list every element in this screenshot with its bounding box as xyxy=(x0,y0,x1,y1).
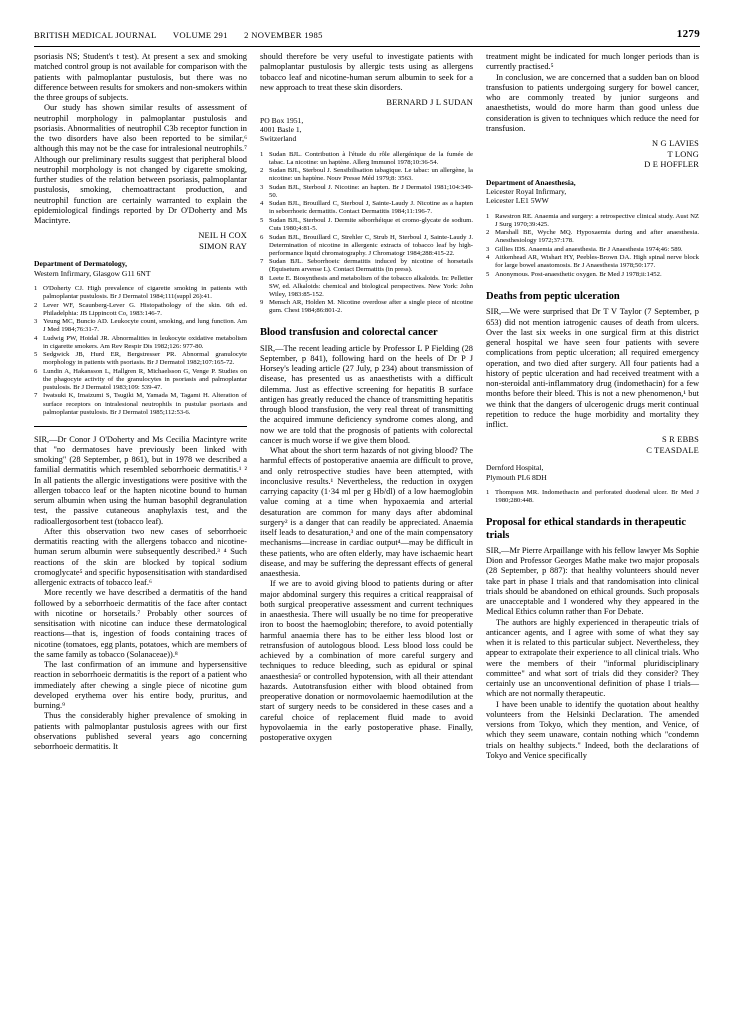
letter-divider xyxy=(34,426,247,427)
paragraph: SIR,—Mr Pierre Arpaillange with his fellow lawyer Ms Sophie Dion and Professor Georges Mathe make two major proposals (28 September, p 887): that healthy volunteers should never take part in phase I trials and that randomisation into clinical trials should be abandoned on ethical grounds. Such proposals are unacceptable and I wondered why they appeared in the Medical Ethics column rather than For Debate. xyxy=(486,545,699,617)
column-2 xyxy=(260,52,473,1007)
journal-title: BRITISH MEDICAL JOURNAL xyxy=(34,30,157,40)
header-rule xyxy=(34,46,700,47)
reference-text: Sudan BJL, Sterboul J. Dermite séborrhéique et cromo-glycate de sodium. Cuts 1980;4:81-5. xyxy=(269,216,473,232)
reference-text: Aitkenhead AR, Wishart HY, Peebles-Brown DA. High spinal nerve block for large bowel anastomosis. Br J Anaesthesia 1978;50:177. xyxy=(495,254,699,270)
reference-item xyxy=(486,489,699,505)
paragraph: What about the short term hazards of not giving blood? The harmful effects of postoperative anaemia are difficult to prove, and only retrospective studies have been attempted, with inconclusive results.¹ Nevertheless, the reduction in oxygen carrying capacity (1·34 ml per g Hb/dl) of a low haemoglobin value coming at a time when hypoxaemia and arterial desaturation are common for many days after abdominal surgery² is a danger that can readily be appreciated. Anaemia itself leads to desaturation,³ and one of the main compensatory mechanisms—increase in cardiac output⁴—may be difficult in these patients, who are often elderly, may have ischaemic heart disease, and may be suffering the depressant effects of general anaesthesia. xyxy=(260,446,473,579)
author-name: NEIL H COX xyxy=(198,231,247,241)
reference-text: Sudan BJL. Contribution à l'étude du rôle allergénique de la fumée de tabac. La nicotine: un haptène. Allerg Immunol 1978;10:36-54. xyxy=(269,150,473,166)
reference-list xyxy=(486,489,699,505)
reference-text: Marshall BE, Wyche MQ. Hypoxaemia during and after anaesthesia. Anesthesiology 1972;37:178. xyxy=(495,229,699,245)
reference-item xyxy=(260,184,473,200)
reference-item xyxy=(486,271,699,279)
reference-item xyxy=(260,167,473,183)
author-name: T LONG xyxy=(667,149,699,159)
reference-text: Yeung MC, Buncio AD. Leukocyte count, smoking, and lung function. Am J Med 1984;76:31-7. xyxy=(43,318,247,334)
author-address xyxy=(486,178,699,206)
reference-text: Leete E. Biosynthesis and metabolism of the tobacco alkaloids. In: Pelletier SW, ed. Alkaloids: chemical and biological perspectives. New York: John Wiley, 1983:85-152. xyxy=(269,274,473,298)
reference-text: Sudan BJL, Sterboul J. Nicotine: an hapten. Br J Dermatol 1981;104:349-50. xyxy=(269,183,473,199)
reference-number: 7 xyxy=(260,258,264,266)
reference-text: Rawstron RE. Anaemia and surgery: a retrospective clinical study. Aust NZ J Surg 1970;39:425. xyxy=(495,212,699,228)
author-name: C TEASDALE xyxy=(646,445,699,455)
reference-number: 5 xyxy=(260,216,264,224)
paragraph: psoriasis NS; Student's t test). At present a sex and smoking matched control group is not available for comparison with the patients with palmoplantar pustulosis, but there was no difference between results for smokers and non-smokers within the three groups of subjects. xyxy=(34,52,247,102)
address-line: Switzerland xyxy=(260,134,297,144)
author-address xyxy=(486,463,699,482)
reference-text: Sudan BJL. Seborrhoeic dermatitis induced by nicotine of horsetails (Equisetum arvense L). Contact Dermatitis (in press). xyxy=(269,258,473,274)
author-name: S R EBBS xyxy=(662,435,699,445)
reference-item xyxy=(34,368,247,392)
reference-item xyxy=(486,246,699,254)
reference-number: 1 xyxy=(260,150,264,158)
reference-number: 3 xyxy=(486,245,490,253)
author-name: SIMON RAY xyxy=(199,241,247,251)
address-line: 4001 Basle 1, xyxy=(260,124,302,134)
reference-number: 1 xyxy=(486,489,490,497)
running-head-left xyxy=(34,30,337,40)
reference-number: 4 xyxy=(34,334,38,342)
reference-text: Gillies IDS. Anaemia and anaesthesia. Br J Anaesthesia 1974;46: 589. xyxy=(495,245,683,253)
reference-number: 2 xyxy=(34,301,38,309)
reference-list xyxy=(260,151,473,316)
paragraph: should therefore be very useful to investigate patients with palmoplantar pustulosis by allergic tests using as allergens tobacco leaf and nicotine-human serum albumin to seek for a new approach to treat these skin disorders. xyxy=(260,52,473,92)
reference-item xyxy=(34,392,247,416)
signature-block xyxy=(486,435,699,456)
paragraph: The authors are highly experienced in therapeutic trials of anticancer agents, and I agree with some of what they say when it is related to this particular subject. Nevertheless, they appear to extrapolate their experience to all clinical trials. Who were the members of their "informal pluridisciplinary committee" and what sort of trials did they consider? They certainly use an unconventional definition of phase I trials—which are not normally therapeutic. xyxy=(486,617,699,699)
reference-text: Thompson MR. Indomethacin and perforated duodenal ulcer. Br Med J 1980;280:448. xyxy=(495,489,699,505)
section-heading: Deaths from peptic ulceration xyxy=(486,290,620,302)
reference-item xyxy=(34,285,247,301)
reference-number: 6 xyxy=(34,367,38,375)
reference-text: Sedgwick JB, Hurd ER, Bergstresser PR. Abnormal granulocyte morphology in patients with psoriasis. Br J Dermatol 1982;107:165-72. xyxy=(43,351,247,367)
author-address xyxy=(34,259,247,278)
reference-text: Lever WF, Scaunberg-Lever G. Histopathology of the skin. 6th ed. Philadelphia: JB Lippincott Co, 1983:146-7. xyxy=(43,301,247,317)
reference-item xyxy=(260,234,473,258)
page-number: 1279 xyxy=(676,28,700,40)
paragraph: Thus the considerably higher prevalence of smoking in patients with palmoplantar pustulosis agrees with our first observations published several years ago concerning seborrhoeic dermatitis. It xyxy=(34,711,247,752)
reference-item xyxy=(34,351,247,367)
department-line: Department of Dermatology, xyxy=(34,259,127,269)
reference-item xyxy=(260,151,473,167)
reference-item xyxy=(34,302,247,318)
institution-line: Leicester LE1 5WW xyxy=(486,196,549,206)
reference-number: 7 xyxy=(34,392,38,400)
section-heading: Proposal for ethical standards in therapeutic trials xyxy=(486,517,686,541)
reference-text: Mensch AR, Holden M. Nicotine overdose after a single piece of nicotine gum. Chest 1984;86:801-2. xyxy=(269,299,473,315)
author-name: N G LAVIES xyxy=(652,139,699,148)
reference-text: Ludwig PW, Hoidal JR. Abnormalities in leukocyte oxidative metabolism in cigarette smokers. Am Rev Respir Dis 1982;126: 977-80. xyxy=(43,334,247,350)
author-name: D E HOFFLER xyxy=(644,160,699,169)
reference-item xyxy=(260,217,473,233)
author-address xyxy=(260,116,473,144)
reference-item xyxy=(260,258,473,274)
column-1 xyxy=(34,52,247,1007)
reference-number: 3 xyxy=(34,318,38,326)
reference-item xyxy=(260,275,473,299)
reference-text: Sudan BJL, Sterboul J. Sensibilisation tabagique. Le tabac: un allergène, la nicotine: un haptène. Nouv Presse Méd 1979;8: 3563. xyxy=(269,167,473,183)
author-name: BERNARD J L SUDAN xyxy=(386,98,473,107)
signature-block xyxy=(34,231,247,252)
department-line: Department of Anaesthesia, xyxy=(486,177,576,187)
paragraph: Our study has shown similar results of assessment of neutrophil morphology in palmoplantar pustulosis and psoriasis. Abnormalities of neutrophil C3b receptor function in the two disorders have also been reported to be similar,⁶ although this may not be the case for intralesional neutrophils.⁷ Although our preliminary results suggest that peripheral blood neutrophil morphology is not changed by cigarette smoking, further studies of the relation between psoriasis, palmoplantar pustulosis, smoking, chemoattractant production, and neutrophil function are certainly warranted to explain the epidemiological findings reported by Dr O'Doherty and Ms Macintyre. xyxy=(34,103,247,225)
reference-item xyxy=(34,318,247,334)
journal-date: 2 NOVEMBER 1985 xyxy=(244,30,323,40)
reference-number: 1 xyxy=(34,285,38,293)
paragraph: More recently we have described a dermatitis of the hand followed by a seborrhoeic dermatitis of the face after contact with nicotine or horsetails.⁷ Probably other sources of sensitisation with nicotine can induce these dermatological reactions—that is, ingestion of foods containing traces of nicotine (tomatoes, egg plants, potatoes, which are members of the same family as tobacco (Solanaceae)).⁸ xyxy=(34,588,247,659)
paragraph: The last confirmation of an immune and hypersensitive reaction in seborrhoeic dermatitis is the report of a patient who immediately after chewing a single piece of nicotine gum developed erythema over his entire body, pruritus, and burning.⁹ xyxy=(34,660,247,711)
reference-text: Anonymous. Post-anaesthetic oxygen. Br Med J 1978;ii:1452. xyxy=(495,270,662,278)
institution-line: Dernford Hospital, xyxy=(486,463,544,473)
running-head xyxy=(34,30,700,46)
reference-text: Lundin A, Hakansson L, Hallgren R, Michaelsson G, Venge P. Studies on the phagocyte activity of the granulocytes in psoriasis and palmoplantar pustulosis. Br J Dermatol 1983;109: 539-47. xyxy=(43,367,247,391)
institution-line: Western Infirmary, Glasgow G11 6NT xyxy=(34,268,151,278)
journal-volume: VOLUME 291 xyxy=(172,30,228,40)
reference-text: Sudan BJL, Brouillard C, Sterboul J, Sainte-Laudy J. Nicotine as a hapten in seborrhoeic dermatitis. Contact Dermatitis 1984;11:196-7. xyxy=(269,200,473,216)
reference-item xyxy=(260,299,473,315)
column-3 xyxy=(486,52,699,1007)
reference-item xyxy=(34,335,247,351)
reference-number: 9 xyxy=(260,299,264,307)
signature-block xyxy=(486,139,699,171)
paragraph: treatment might be indicated for much longer periods than is currently practised.⁵ xyxy=(486,52,699,72)
reference-number: 3 xyxy=(260,183,264,191)
reference-number: 2 xyxy=(486,229,490,237)
reference-text: Sudan BJL, Brouillard C, Strehler C, Strub H, Sterboul J, Sainte-Laudy J. Determination of nicotine in allergenic extracts of tobacco leaf by high-performance liquid chromatography. J Chromatogr 1984;288:415-22. xyxy=(269,233,473,257)
reference-item xyxy=(486,229,699,245)
article-columns xyxy=(34,52,700,1007)
institution-line: Plymouth PL6 8DH xyxy=(486,472,547,482)
reference-number: 5 xyxy=(34,351,38,359)
paragraph: If we are to avoid giving blood to patients during or after major abdominal surgery this requires a critical reappraisal of both surgical preoperative assessment and current techniques in anaesthesia. There will usually be no time for preoperative iron to boost the haemoglobin; therefore, to avoid potentially harmful anaemia there has to be either less blood lost or retransfusion of autologous blood. Less blood loss could be achieved by a combination of more careful surgery and techniques to reduce bleeding, such as epidural or spinal anaesthesia⁵ or controlled hypotension, with all their attendant hazards. Autotransfusion either with blood obtained from preoperative donation or normovolaemic haemodilution at the start of surgery needs to be considered in these cases and a careful choice of replacement fluid made to avoid hypovolaemia in the early postoperative phase. Finally, postoperative oxygen xyxy=(260,579,473,743)
reference-number: 6 xyxy=(260,233,264,241)
reference-number: 8 xyxy=(260,274,264,282)
reference-item xyxy=(260,200,473,216)
reference-item xyxy=(486,254,699,270)
reference-list xyxy=(34,285,247,417)
address-line: PO Box 1951, xyxy=(260,115,304,125)
institution-line: Leicester Royal Infirmary, xyxy=(486,186,567,196)
reference-number: 4 xyxy=(486,254,490,262)
paragraph: SIR,—The recent leading article by Professor L P Fielding (28 September, p 841), following hard on the heels of Dr P J Horsey's leading article (27 July, p 234) about transmission of disease, has presented us as anaesthetists with a difficult dilemma. Just as effective screening for hepatitis B surface antigen has greatly reduced the chance of transmitting hepatitis through blood transfusion, the very real threat of transmitting the acquired immune deficiency syndrome comes along, and now we are told that the prognosis of patients with colorectal cancer is much worse if we give them blood. xyxy=(260,343,473,445)
section-heading: Blood transfusion and colorectal cancer xyxy=(260,327,438,339)
reference-number: 5 xyxy=(486,270,490,278)
paragraph: After this observation two new cases of seborrhoeic dermatitis reacting with the allergens tobacco and nicotine-human serum albumin were subsequently described.³ ⁴ Such reactions of the skin are blocked by topical sodium cromoglycate⁵ and specific hyposensitisation with standardised allergenic extracts of tobacco leaf.⁶ xyxy=(34,526,247,588)
reference-item xyxy=(486,213,699,229)
paragraph: In conclusion, we are concerned that a sudden ban on blood transfusion to patients undergoing surgery for bowel cancer, who are commonly treated by junior surgeons and anaesthetists, would do more harm than good unless due consideration is given to techniques which reduce the need for transfusion. xyxy=(486,72,699,133)
paragraph: SIR,—We were surprised that Dr T V Taylor (7 September, p 653) did not mention iatrogenic causes of death from ulcers. Over the last six weeks in one surgical firm at this district general hospital we have seen four patients with severe complications from peptic ulceration; all required emergency operation, and two died after surgery. All four patients had a history of peptic ulceration and had received treatment with a non-steroidal anti-inflammatory drug (indomethacin) for a few months before their bleed. This is not a new phenomenon,¹ but we think that the dangers of ulcerogenic drugs merit continual repetition to reduce the huge morbidity and mortality they inflict. xyxy=(486,307,699,430)
reference-number: 2 xyxy=(260,167,264,175)
reference-text: Iwatsuki K, Imaizumi S, Tsugiki M, Yamada M, Tagami H. Alteration of surface receptors on intralesional neutrophils in pustular psoriasis and palmoplantar pustulosis. Br J Dermatol 1985;112:53-6. xyxy=(43,392,247,416)
paragraph: I have been unable to identify the quotation about healthy volunteers from the Helsinki Declaration. The amended versions from Tokyo, which they mention, and Venice, of which they seem unaware, contain nothing which "condemn trials on healthy subjects." Indeed, both the declarations of Tokyo and Venice specifically xyxy=(486,699,699,760)
reference-text: O'Doherty CJ. High prevalence of cigarette smoking in patients with palmoplantar pustulosis. Br J Dermatol 1984;111(suppl 26):41. xyxy=(43,285,247,301)
paragraph: SIR,—Dr Conor J O'Doherty and Ms Cecilia Macintyre write that "no dermatoses have previously been linked with smoking" (28 September, p 861), but in 1978 we described a familial dermatitis which resembled seborrhoeic dermatitis.¹ ² In all patients the allergic investigations were positive with the allergen tobacco leaf or the hapten nicotine bound to human serum albumin when using the human basophil degranulation test, the passive cutaneous anaphylaxis test, and the radioallergosorbent test (tobacco leaf). xyxy=(34,434,247,526)
reference-list xyxy=(486,213,699,279)
reference-number: 4 xyxy=(260,200,264,208)
signature-block xyxy=(260,98,473,109)
reference-number: 1 xyxy=(486,212,490,220)
